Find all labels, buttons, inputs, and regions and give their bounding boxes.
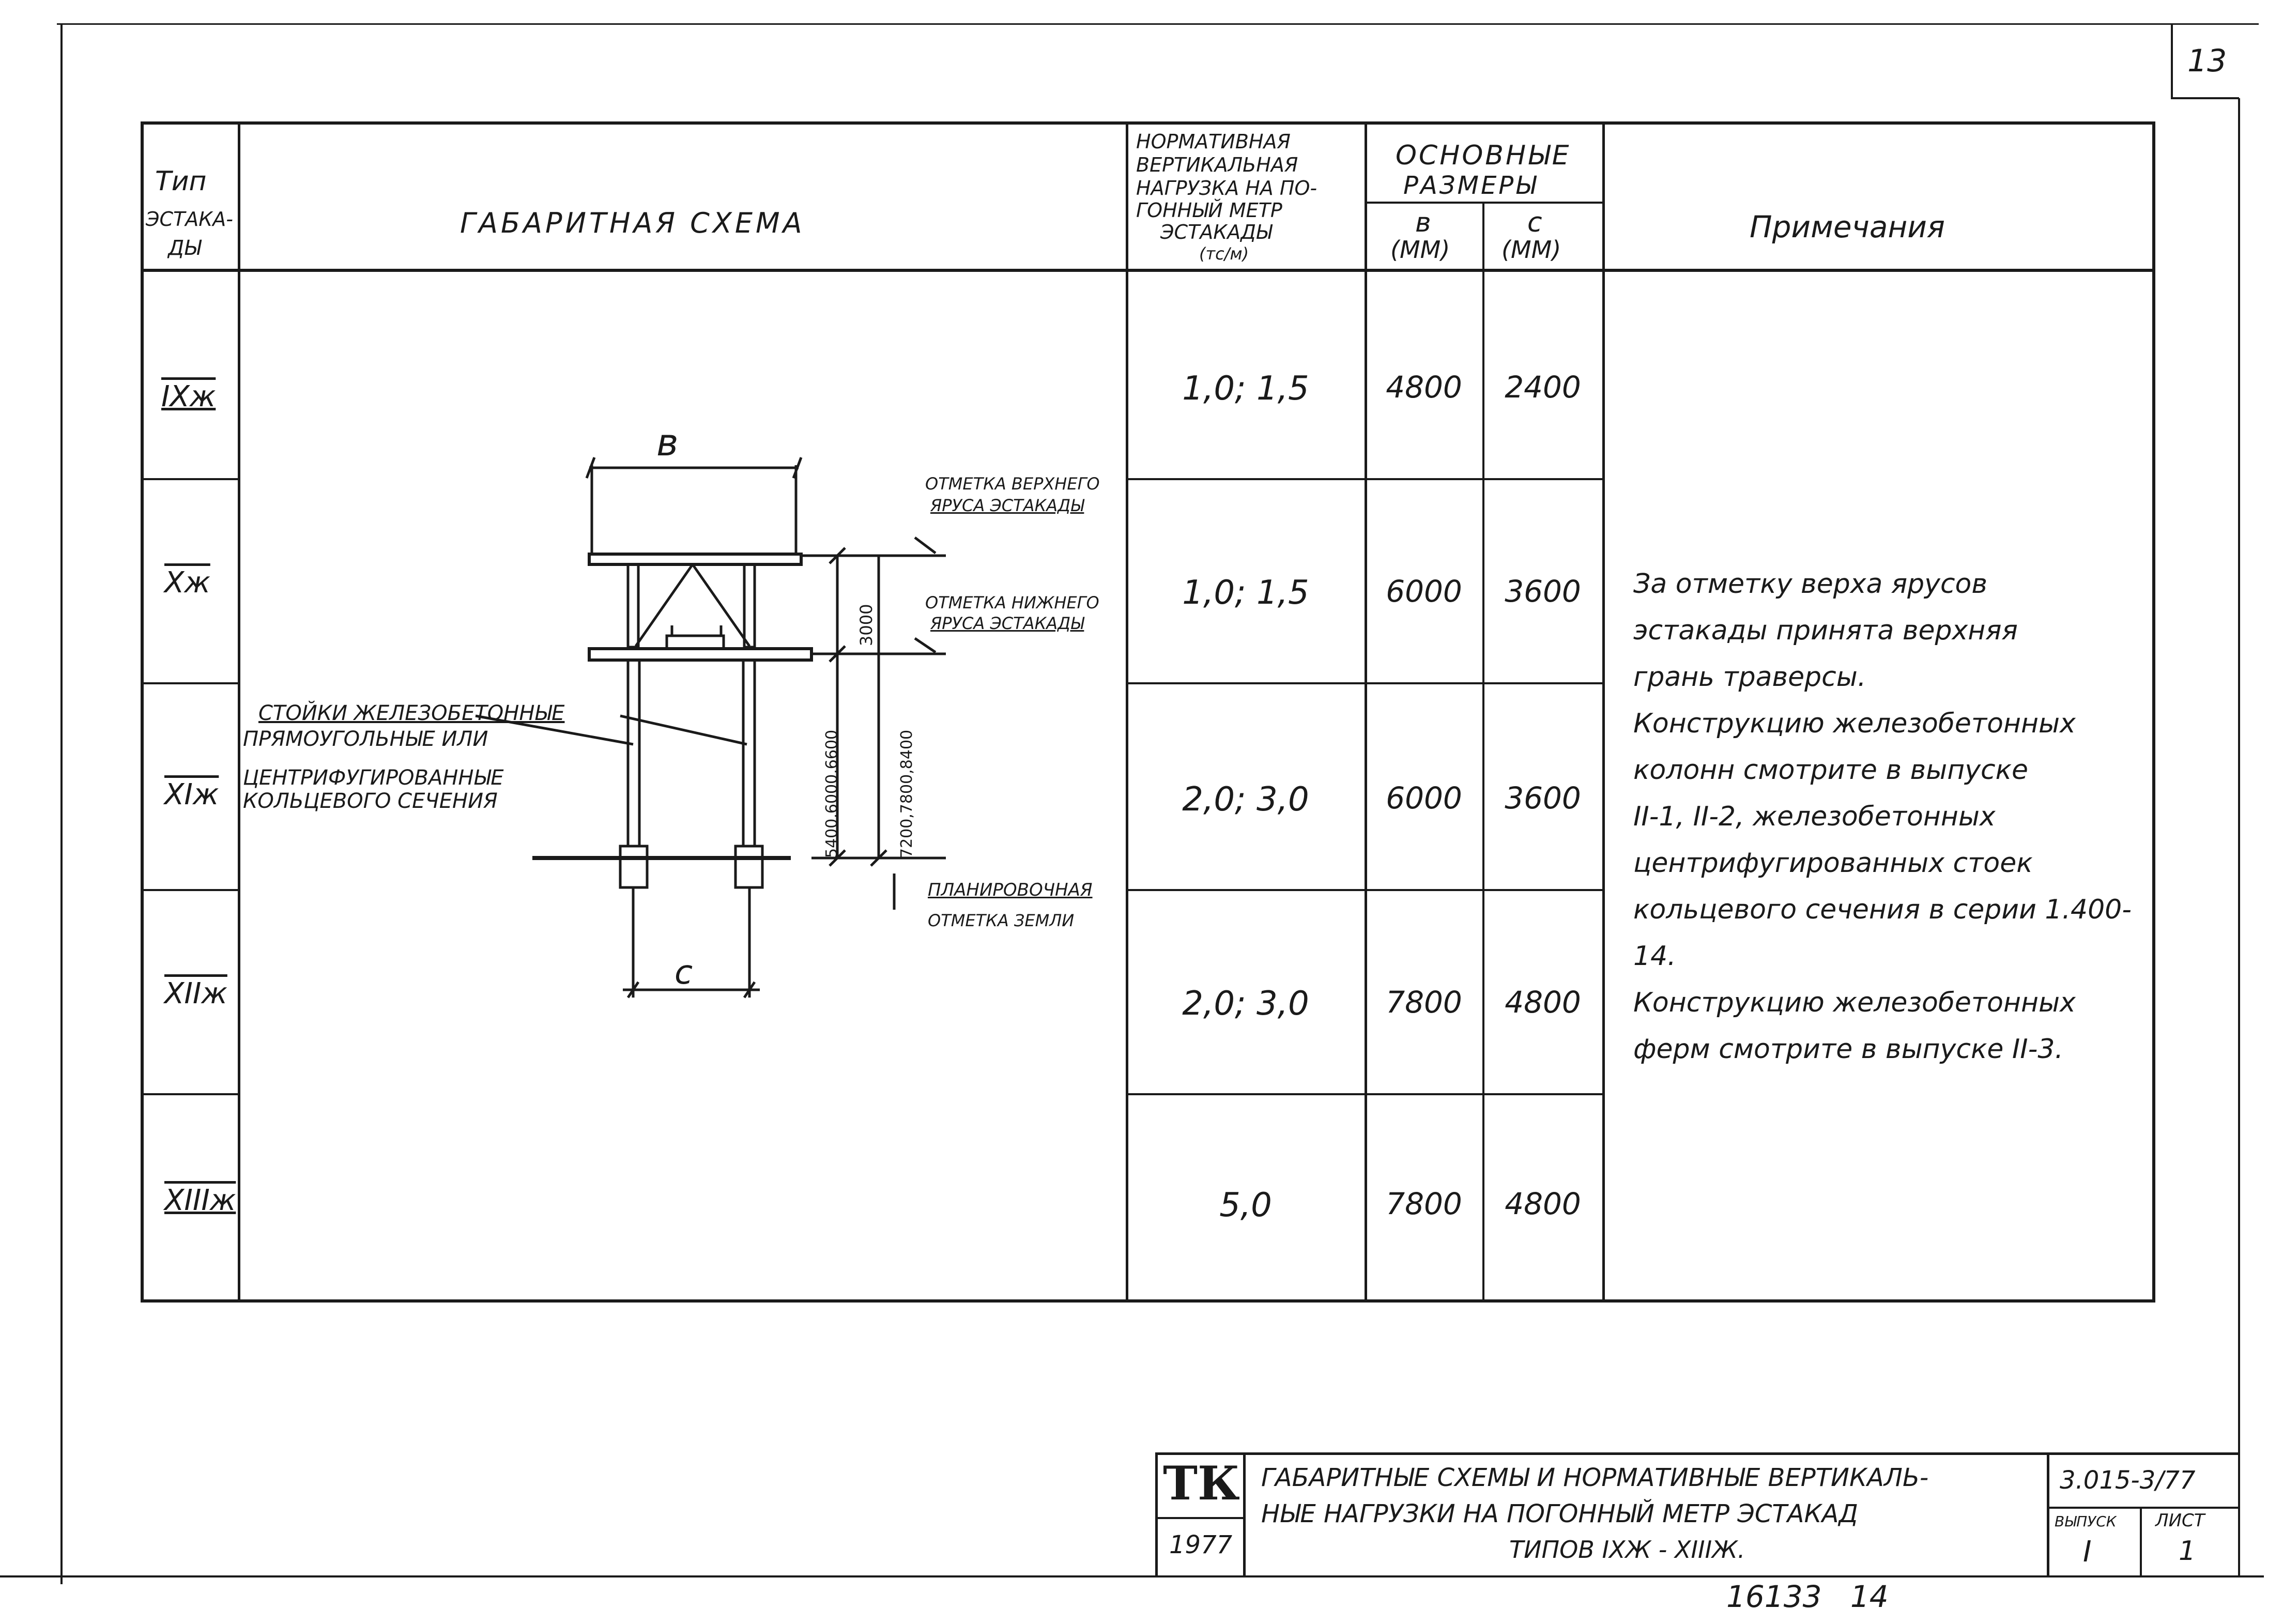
row-4-load: 2,0; 3,0 [1182, 985, 1309, 1023]
header-load-1: НОРМАТИВНАЯ [1136, 130, 1291, 153]
row-5-load: 5,0 [1219, 1186, 1272, 1224]
row-5-b: 7800 [1386, 1186, 1462, 1221]
row-1-c: 2400 [1505, 370, 1581, 405]
header-load-2: ВЕРТИКАЛЬНАЯ [1136, 154, 1298, 176]
stamp-sep-3 [2047, 1507, 2238, 1509]
scheme-label-columns-2: ПРЯМОУГОЛЬНЫЕ ИЛИ [243, 727, 488, 751]
row-1-b: 4800 [1386, 370, 1462, 405]
header-c-unit: (ММ) [1501, 236, 1561, 264]
header-notes: Примечания [1750, 209, 1945, 244]
stamp-sheet: 1 [2179, 1536, 2196, 1567]
header-load-6: (тс/м) [1199, 244, 1249, 264]
stamp-sep-2 [2047, 1452, 2049, 1576]
scheme-label-columns-3: ЦЕНТРИФУГИРОВАННЫЕ [243, 766, 504, 790]
row-3-load: 2,0; 3,0 [1182, 780, 1309, 819]
row-2-load: 1,0; 1,5 [1182, 574, 1309, 612]
row-sep-2b [1126, 682, 1604, 684]
row-sep-3b [1126, 889, 1604, 891]
stamp-title-2: НЫЕ НАГРУЗКИ НА ПОГОННЫЙ МЕТР ЭСТАКАД [1261, 1499, 1858, 1528]
scheme-label-columns-1: СТОЙКИ ЖЕЛЕЗОБЕТОННЫЕ [258, 701, 565, 725]
scheme-label-top-1: ОТМЕТКА ВЕРХНЕГО [925, 474, 1100, 494]
row-sep-4b [1126, 1093, 1604, 1095]
scheme-dim-heights-2: 7200,7800,8400 [898, 729, 916, 858]
row-2-type: Xж [164, 566, 210, 600]
row-4-b: 7800 [1386, 985, 1462, 1020]
row-3-type: XIж [164, 778, 219, 811]
header-dims-2: РАЗМЕРЫ [1403, 171, 1538, 200]
row-sep-2a [141, 682, 240, 684]
scheme-dim-c: с [675, 954, 693, 992]
frame-left [60, 23, 63, 1584]
frame-top [57, 23, 2259, 25]
scheme-label-mid-2: ЯРУСА ЭСТАКАДЫ [930, 614, 1084, 633]
stamp-sep-1 [1243, 1452, 1246, 1576]
stamp-logo: ТК [1163, 1456, 1240, 1511]
header-scheme: ГАБАРИТНАЯ СХЕМА [460, 207, 805, 239]
row-2-b: 6000 [1386, 574, 1462, 609]
page-number: 13 [2187, 43, 2227, 79]
header-b-unit: (ММ) [1390, 236, 1450, 264]
header-dims-1: ОСНОВНЫЕ [1396, 140, 1571, 171]
stamp-issue: I [2083, 1535, 2092, 1569]
header-type-3: ДЫ [168, 236, 201, 260]
row-sep-1a [141, 478, 240, 480]
scheme-label-columns-4: КОЛЬЦЕВОГО СЕЧЕНИЯ [243, 789, 498, 813]
header-type-2: ЭСТАКА- [146, 208, 233, 231]
frame-right [2238, 98, 2240, 1576]
notes-text: За отметку верха ярусов эстакады принята верхняя грань траверсы. Конструкцию железобетонных колонн смотрите в выпуске II-1, II-2, железобетонных центрифугированных стоек кольцевого сечения в серии 1.400-14. Конструкцию железобетонных ферм смотрите в выпуске II-3. [1633, 569, 2132, 1065]
header-c: с [1527, 207, 1542, 238]
row-1-load: 1,0; 1,5 [1182, 370, 1309, 408]
stamp-sep-4 [2140, 1507, 2142, 1576]
row-5-c: 4800 [1505, 1186, 1581, 1221]
row-4-c: 4800 [1505, 985, 1581, 1020]
stamp-issue-label: ВЫПУСК [2055, 1513, 2117, 1530]
bottom-numbers: 16133 14 [1726, 1579, 1889, 1614]
stamp-sheet-label: ЛИСТ [2155, 1510, 2205, 1531]
header-load-3: НАГРУЗКА НА ПО- [1136, 177, 1317, 200]
stamp-title-1: ГАБАРИТНЫЕ СХЕМЫ И НОРМАТИВНЫЕ ВЕРТИКАЛЬ- [1261, 1463, 1929, 1492]
header-bottom [141, 269, 2155, 272]
scheme-dim-3000: 3000 [856, 604, 876, 646]
scheme-dim-b: в [656, 421, 679, 464]
header-load-5: ЭСТАКАДЫ [1160, 221, 1273, 243]
col-sep-4 [1482, 202, 1484, 1303]
header-load-4: ГОННЫЙ МЕТР [1136, 199, 1282, 222]
scheme-dim-heights-1: 5400,6000,6600 [823, 729, 841, 858]
stamp-sep-5 [1155, 1517, 1244, 1519]
scheme-label-ground-1: ПЛАНИРОВОЧНАЯ [928, 880, 1093, 900]
stamp-year: 1977 [1169, 1530, 1233, 1559]
row-3-b: 6000 [1386, 780, 1462, 816]
gauge-scheme [243, 274, 1122, 1049]
row-3-c: 3600 [1505, 780, 1581, 816]
page-number-box [2171, 25, 2239, 99]
header-type-1: Тип [155, 166, 207, 197]
row-sep-3a [141, 889, 240, 891]
row-1-type: IXж [161, 380, 216, 413]
col-sep-2 [1126, 121, 1128, 1303]
col-sep-3 [1365, 121, 1367, 1303]
stamp-code: 3.015-3/77 [2060, 1466, 2196, 1495]
dims-subheader-line [1365, 202, 1605, 204]
scheme-label-mid-1: ОТМЕТКА НИЖНЕГО [925, 593, 1099, 612]
scheme-label-ground-2: ОТМЕТКА ЗЕМЛИ [928, 911, 1075, 930]
stamp-title-3: ТИПОВ IXЖ - XIIIЖ. [1509, 1536, 1745, 1564]
header-b: в [1415, 207, 1431, 238]
row-4-type: XIIж [164, 977, 227, 1010]
row-sep-1b [1126, 478, 1604, 480]
scheme-label-top-2: ЯРУСА ЭСТАКАДЫ [930, 496, 1084, 515]
col-sep-1 [238, 121, 240, 1303]
row-sep-4a [141, 1093, 240, 1095]
row-5-type: XIIIж [164, 1184, 236, 1217]
col-sep-5 [1602, 121, 1605, 1303]
row-2-c: 3600 [1505, 574, 1581, 609]
